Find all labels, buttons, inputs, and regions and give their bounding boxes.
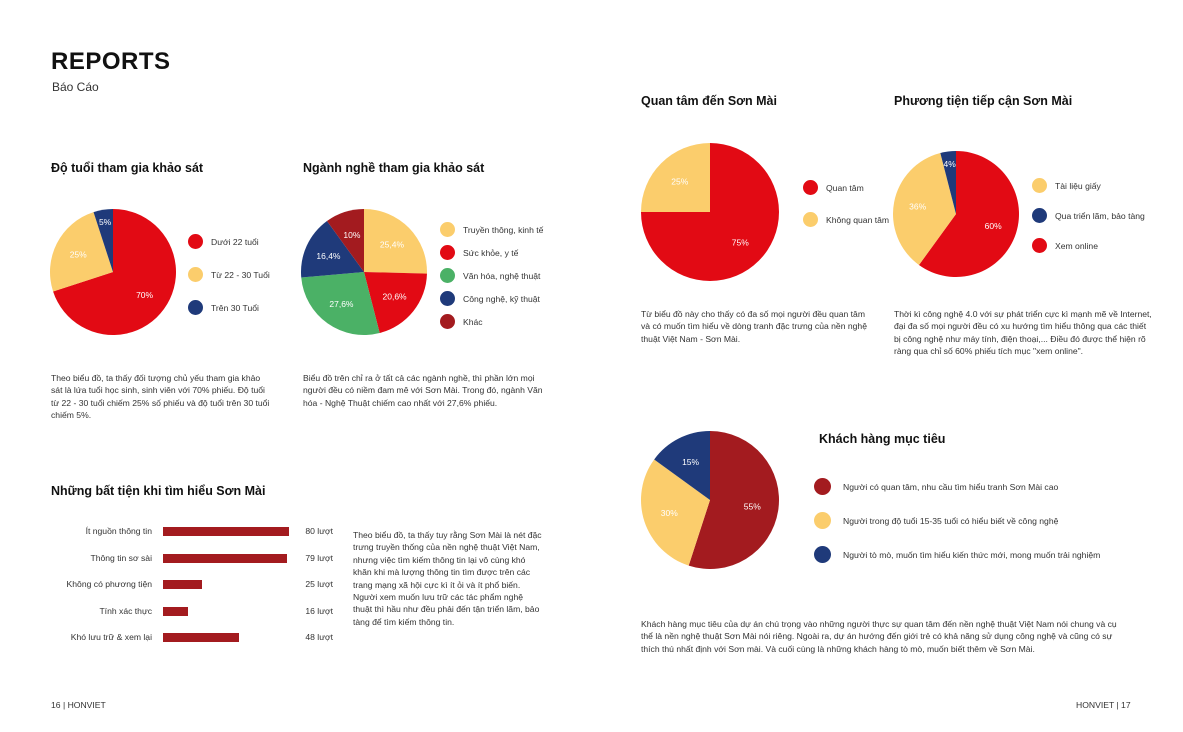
access-section-title: Phương tiện tiếp cận Sơn Mài <box>894 94 1073 108</box>
job-legend-item <box>440 268 540 283</box>
target-legend-label: Người có quan tâm, nhu cầu tìm hiểu tranh Sơn Mài cao <box>843 481 1059 492</box>
job-legend-label: Truyền thông, kinh tế <box>463 224 544 235</box>
access-legend-label: Qua triển lãm, bảo tàng <box>1055 210 1145 221</box>
barriers-category-label: Không có phương tiện <box>66 579 152 589</box>
interest-legend-label: Quan tâm <box>826 182 864 193</box>
barriers-bar <box>163 527 289 536</box>
barriers-value-label: 25 lượt <box>305 579 333 589</box>
barriers-section-title: Những bất tiện khi tìm hiểu Sơn Mài <box>51 484 266 498</box>
target-legend-item <box>814 512 1058 529</box>
age-section-title: Độ tuổi tham gia khảo sát <box>51 161 204 175</box>
target-description: Khách hàng mục tiêu của dự án chú trọng vào những người thực sự quan tâm đến nền nghệ thuật Việt Nam nói chung và cụ thể là nền nghệ thuật Sơn Mài nói riêng. Ngoài ra, dự án hướng đến giới trẻ có khả năng sử dụng công nghệ và cũng có sự thích thú nhất định với Sơn mài. Và cuối cùng là những khách hàng tò mò, muốn biết thêm về Sơn Mài. <box>641 619 1117 654</box>
target-slice-label-2: 15% <box>682 456 700 467</box>
barriers-bar <box>163 580 202 589</box>
age-legend-label: Từ 22 - 30 Tuổi <box>211 269 270 280</box>
footer-left: 16 | HONVIET <box>51 700 106 710</box>
job-legend-item <box>440 291 540 306</box>
interest-pie-chart <box>641 143 779 281</box>
barriers-description: Theo biểu đồ, ta thấy tuy rằng Sơn Mài là nét đặc trưng truyền thống của nền nghệ thuật Việt Nam, nhưng việc tìm kiếm thông tin lại vô cùng khó khăn khi mà lượng thông tin tìm được trên các trang mạng xã hội cực kì ít ỏi và ít phổ biến. Người xem muốn lưu trữ các tác phẩm nghệ thuật thì hầu như đều phải đến tận triển lãm, bảo tàng để tìm kiếm thông tin. <box>353 530 542 627</box>
access-slice-label-1: 36% <box>909 201 927 212</box>
job-slice-label-0: 25,4% <box>379 239 405 250</box>
job-legend-label: Văn hóa, nghệ thuật <box>463 270 541 281</box>
age-description: Theo biểu đồ, ta thấy đối tượng chủ yếu tham gia khảo sát là lứa tuổi học sinh, sinh viên với 70% phiếu. Độ tuổi từ 22 - 30 tuổi chiếm 25% số phiếu và độ tuổi trên 30 tuổi chiếm 5%. <box>51 373 270 421</box>
access-legend-label: Tài liệu giấy <box>1055 180 1101 191</box>
job-legend-label: Khác <box>463 316 483 327</box>
age-slice-label-2: 5% <box>98 217 112 228</box>
age-legend-swatch <box>188 300 203 315</box>
age-legend <box>188 234 298 324</box>
page-title: REPORTS <box>51 48 171 75</box>
target-section-title: Khách hàng mục tiêu <box>819 432 946 446</box>
interest-section-title: Quan tâm đến Sơn Mài <box>641 94 777 108</box>
job-legend-swatch <box>440 245 455 260</box>
age-legend-swatch <box>188 234 203 249</box>
target-legend-swatch <box>814 512 831 529</box>
access-legend-swatch <box>1032 208 1047 223</box>
target-legend-label: Người tò mò, muốn tìm hiểu kiến thức mới, mong muốn trải nghiệm <box>843 549 1101 560</box>
access-legend <box>1032 178 1152 258</box>
barriers-bar <box>163 633 239 642</box>
age-legend-item <box>188 234 259 249</box>
interest-slice-label-1: 25% <box>671 176 689 187</box>
job-legend-item <box>440 245 518 260</box>
age-legend-swatch <box>188 267 203 282</box>
barriers-category-label: Thông tin sơ sài <box>90 552 152 563</box>
interest-legend-swatch <box>803 212 818 227</box>
job-legend <box>440 222 560 342</box>
access-slice-label-0: 60% <box>984 221 1002 232</box>
access-legend-item <box>1032 208 1145 223</box>
age-legend-label: Trên 30 Tuổi <box>211 302 259 313</box>
job-legend-item <box>440 314 483 329</box>
job-slice-label-4: 10% <box>343 229 361 240</box>
access-legend-item <box>1032 238 1098 253</box>
access-legend-swatch <box>1032 178 1047 193</box>
job-section-title: Ngành nghề tham gia khảo sát <box>303 161 485 175</box>
access-description: Thời kì công nghệ 4.0 với sự phát triển cực kì mạnh mẽ về Internet, đại đa số mọi người đều có xu hướng tìm hiểu thông qua các thiết bị công nghệ như máy tính, điện thoại,... Điều đó được thể hiện rõ ràng qua chỉ số 60% phiếu tích mục "xem online". <box>894 309 1152 357</box>
age-legend-label: Dưới 22 tuổi <box>211 236 259 247</box>
job-legend-swatch <box>440 222 455 237</box>
job-legend-swatch <box>440 314 455 329</box>
access-legend-item <box>1032 178 1101 193</box>
target-legend-item <box>814 478 1058 495</box>
target-slice-label-1: 30% <box>660 508 678 519</box>
interest-legend-label: Không quan tâm <box>826 214 890 225</box>
interest-legend <box>803 180 893 240</box>
barriers-bar <box>163 607 188 616</box>
age-slice-label-0: 70% <box>136 289 154 300</box>
interest-description: Từ biểu đồ này cho thấy có đa số mọi người đều quan tâm và có muốn tìm hiểu về dòng tranh đặc trưng của nền nghệ thuật Việt Nam - Sơn Mài. <box>641 309 867 344</box>
job-slice-label-2: 27,6% <box>329 298 354 309</box>
page-subtitle: Báo Cáo <box>52 80 99 94</box>
job-pie-chart <box>301 209 427 335</box>
access-legend-label: Xem online <box>1055 240 1098 251</box>
barriers-category-label: Tính xác thực <box>99 605 152 616</box>
target-legend-swatch <box>814 478 831 495</box>
interest-slice-label-0: 75% <box>731 237 749 248</box>
access-legend-swatch <box>1032 238 1047 253</box>
target-slice-label-0: 55% <box>743 501 761 512</box>
barriers-value-label: 80 lượt <box>305 526 333 536</box>
target-legend <box>814 478 1124 568</box>
age-slice-label-1: 25% <box>69 249 87 260</box>
target-legend-item <box>814 546 1100 563</box>
barriers-category-label: Ít nguồn thông tin <box>85 526 152 536</box>
job-legend-swatch <box>440 268 455 283</box>
access-slice-label-2: 4% <box>943 158 956 169</box>
barriers-value-label: 48 lượt <box>305 632 333 642</box>
age-pie-chart <box>50 209 176 335</box>
job-legend-swatch <box>440 291 455 306</box>
barriers-value-label: 16 lượt <box>305 605 333 616</box>
job-legend-label: Công nghệ, kỹ thuật <box>463 293 540 304</box>
footer-right: HONVIET | 17 <box>1076 700 1131 710</box>
target-legend-label: Người trong độ tuổi 15-35 tuổi có hiểu biết về công nghệ <box>843 515 1059 526</box>
interest-legend-swatch <box>803 180 818 195</box>
barriers-category-label: Khó lưu trữ & xem lại <box>70 632 152 642</box>
job-legend-label: Sức khỏe, y tế <box>463 247 519 258</box>
interest-legend-item <box>803 212 889 227</box>
job-slice-label-1: 20,6% <box>382 291 407 302</box>
barriers-value-label: 79 lượt <box>305 552 333 563</box>
job-slice-label-3: 16,4% <box>316 250 341 261</box>
barriers-bar <box>163 554 287 563</box>
age-legend-item <box>188 300 259 315</box>
barriers-bar-chart <box>0 520 345 660</box>
access-pie-chart <box>893 151 1019 277</box>
target-legend-swatch <box>814 546 831 563</box>
job-legend-item <box>440 222 543 237</box>
age-legend-item <box>188 267 270 282</box>
target-pie-chart <box>641 431 779 569</box>
interest-legend-item <box>803 180 864 195</box>
job-description: Biểu đồ trên chỉ ra ở tất cả các ngành nghề, thì phần lớn mọi người đều có niềm đam mê với Sơn Mài. Trong đó, ngành Văn hóa - Nghệ Thuật chiếm cao nhất với 27,6% phiếu. <box>303 373 543 408</box>
